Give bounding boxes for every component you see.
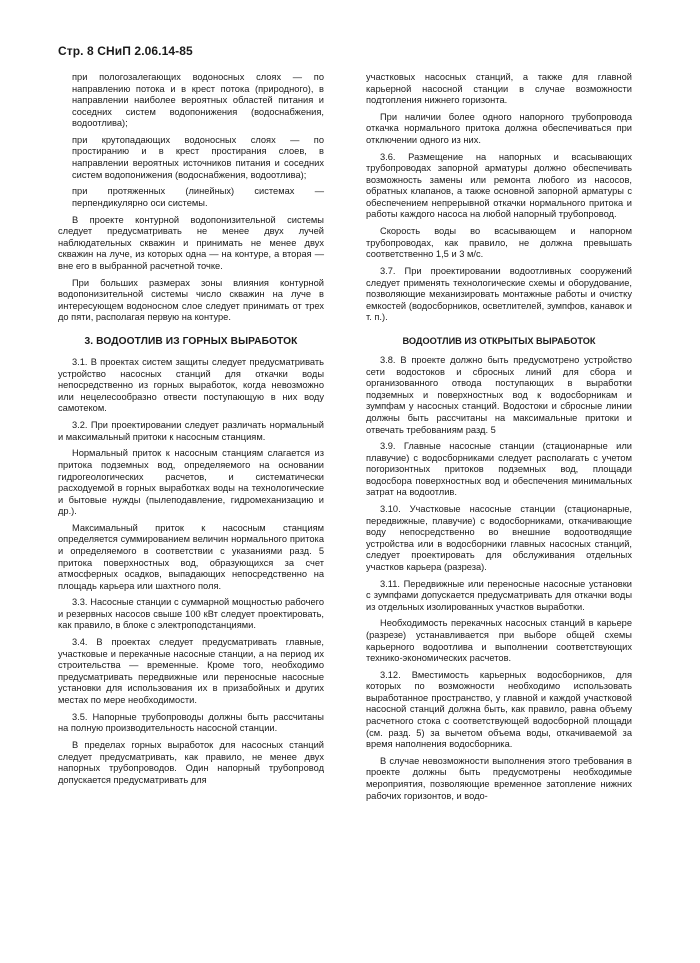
paragraph: участковых насосных станций, а также для главной карьерной насосной станции в случае возможности подтопления нижнего горизонта. [366,72,632,106]
right-column [366,72,632,807]
paragraph: 3.2. При проектировании следует различать нормальный и максимальный притоки к насосным станциям. [58,420,324,442]
section-heading: 3. ВОДООТЛИВ ИЗ ГОРНЫХ ВЫРАБОТОК [84,335,298,347]
paragraph: 3.11. Передвижные или переносные насосные установки с зумпфами допускается предусматривать для откачки воды из отдельных изолированных участков выработки. [366,578,632,612]
paragraph: 3.6. Размещение на напорных и всасывающих трубопроводах запорной арматуры должно обеспечивать возможность замены или ремонта любого из насосов, обратных клапанов, а также основной запорной арматуры с обеспечением непрерывной откачки нормального притока и работы каждого насоса на любой напорный трубопровод. [366,151,632,220]
paragraph: 3.7. При проектировании водоотливных сооружений следует применять технологические схемы и оборудование, позволяющие механизировать монтажные работы и очистку емкостей (водосборников, осветлителей, зумпфов, канавок и т. п.). [366,265,632,323]
paragraph: Нормальный приток к насосным станциям слагается из притока подземных вод, определяемого на основании гидрогеологических расчетов, и систематически расходуемой в горных выработках воды на технологические и бытовые нужды (пылеподавление, гидромеханизацию и др.). [58,448,324,517]
paragraph: при протяженных (линейных) системах — перпендикулярно оси системы. [72,186,324,208]
paragraph: 3.10. Участковые насосные станции (стационарные, передвижные, плавучие) с водосборниками, откачивающие воду непосредственно во внешние водоотводящие устройства или в водосборники главных насосных станций, следует проектировать для обслуживания отдельных участков карьера (разреза). [366,504,632,572]
paragraph: В проекте контурной водопонизительной системы следует предусматривать не менее двух лучей наблюдательных скважин и принимать не менее двух скважин на луче, из которых одна — на контуре, а вторая — вне его в выбранной расчетной точке. [58,214,324,271]
paragraph: 3.4. В проектах следует предусматривать главные, участковые и перекачные насосные станции, а на период их строительства — временные. Кроме того, необходимо предусматривать передвижные или переносные насосные установки для использования их в призабойных и других местах по мере необходимости. [58,637,324,705]
running-head: Стр. 8 СНиП 2.06.14-85 [58,44,193,58]
paragraph: при пологозалегающих водоносных слоях — по направлению потока и в крест потока (природного), в направлении наиболее вероятных областей питания и соседних систем водопонижения (водоснабжения, водоотлива); [72,72,324,129]
paragraph: 3.1. В проектах систем защиты следует предусматривать устройство насосных станций для откачки воды непосредственно из горных выработок, когда невозможно или нецелесообразно отвести поступающую в них воду самотеком. [58,357,324,414]
paragraph: При больших размерах зоны влияния контурной водопонизительной системы число скважин на луче в интересующем водоносном слое следует принимать от трех до пяти, располагая первую на контуре. [58,277,324,323]
paragraph: При наличии более одного напорного трубопровода откачка нормального притока должна обеспечиваться при отключении одного из них. [366,111,632,145]
left-column [58,72,324,791]
paragraph: 3.9. Главные насосные станции (стационарные или плавучие) с водосборниками следует располагать с учетом погоризонтных притоков подземных вод, площади водосбора поверхностных вод и обеспечения минимальных затрат на водоотлив. [366,441,632,498]
paragraph: 3.12. Вместимость карьерных водосборников, для которых по возможности необходимо использовать выработанное пространство, у главной и каждой участковой насосной станций должна быть, как правило, равна объему расчетного стока с соответствующей водосборной площади (см. разд. 5) за вычетом объема воды, откачиваемой за время наполнения водосборника. [366,669,632,750]
paragraph: 3.5. Напорные трубопроводы должны быть рассчитаны на полную производительность насосной станции. [58,711,324,734]
paragraph: В пределах горных выработок для насосных станций следует предусматривать, как правило, не менее двух напорных трубопроводов. Один напорный трубопровод допускается предусматривать для [58,739,324,785]
subsection-heading: ВОДООТЛИВ ИЗ ОТКРЫТЫХ ВЫРАБОТОК [402,335,596,346]
paragraph: 3.3. Насосные станции с суммарной мощностью рабочего и резервных насосов свыше 100 кВт следует проектировать, как правило, в блоке с электроподстанциями. [58,597,324,631]
paragraph: Максимальный приток к насосным станциям определяется суммированием величин нормального притока и определяемого в соответствии с указаниями разд. 5 притока поверхностных вод, образующихся за счет атмосферных осадков, выпадающих непосредственно на площадь карьера или шахтного поля. [58,522,324,591]
paragraph: при крутопадающих водоносных слоях — по простиранию и в крест простирания слоев, в направлении вероятных источников питания и соседних систем водопонижения (водоснабжения, водоотлива); [72,134,324,180]
paragraph: 3.8. В проекте должно быть предусмотрено устройство сети водостоков и сбросных линий для сбора и организованного отвода поступающих в выработки подземных и поверхностных вод к водосборникам и зумпфам у насосных станций. Водостоки и сбросные линии должны быть рассчитаны на максимальные притоки и отвечать требованиям разд. 5 [366,355,632,435]
paragraph: Необходимость перекачных насосных станций в карьере (разрезе) устанавливается при выборе общей схемы карьерного водоотлива и выполнении соответствующих технико-экономических расчетов. [366,618,632,664]
paragraph: В случае невозможности выполнения этого требования в проекте должны быть предусмотрены необходимые мероприятия, позволяющие временное затопление нижних рабочих горизонтов, и водо- [366,755,632,801]
paragraph: Скорость воды во всасывающем и напорном трубопроводах, как правило, не должна превышать соответственно 1,5 и 3 м/с. [366,226,632,260]
